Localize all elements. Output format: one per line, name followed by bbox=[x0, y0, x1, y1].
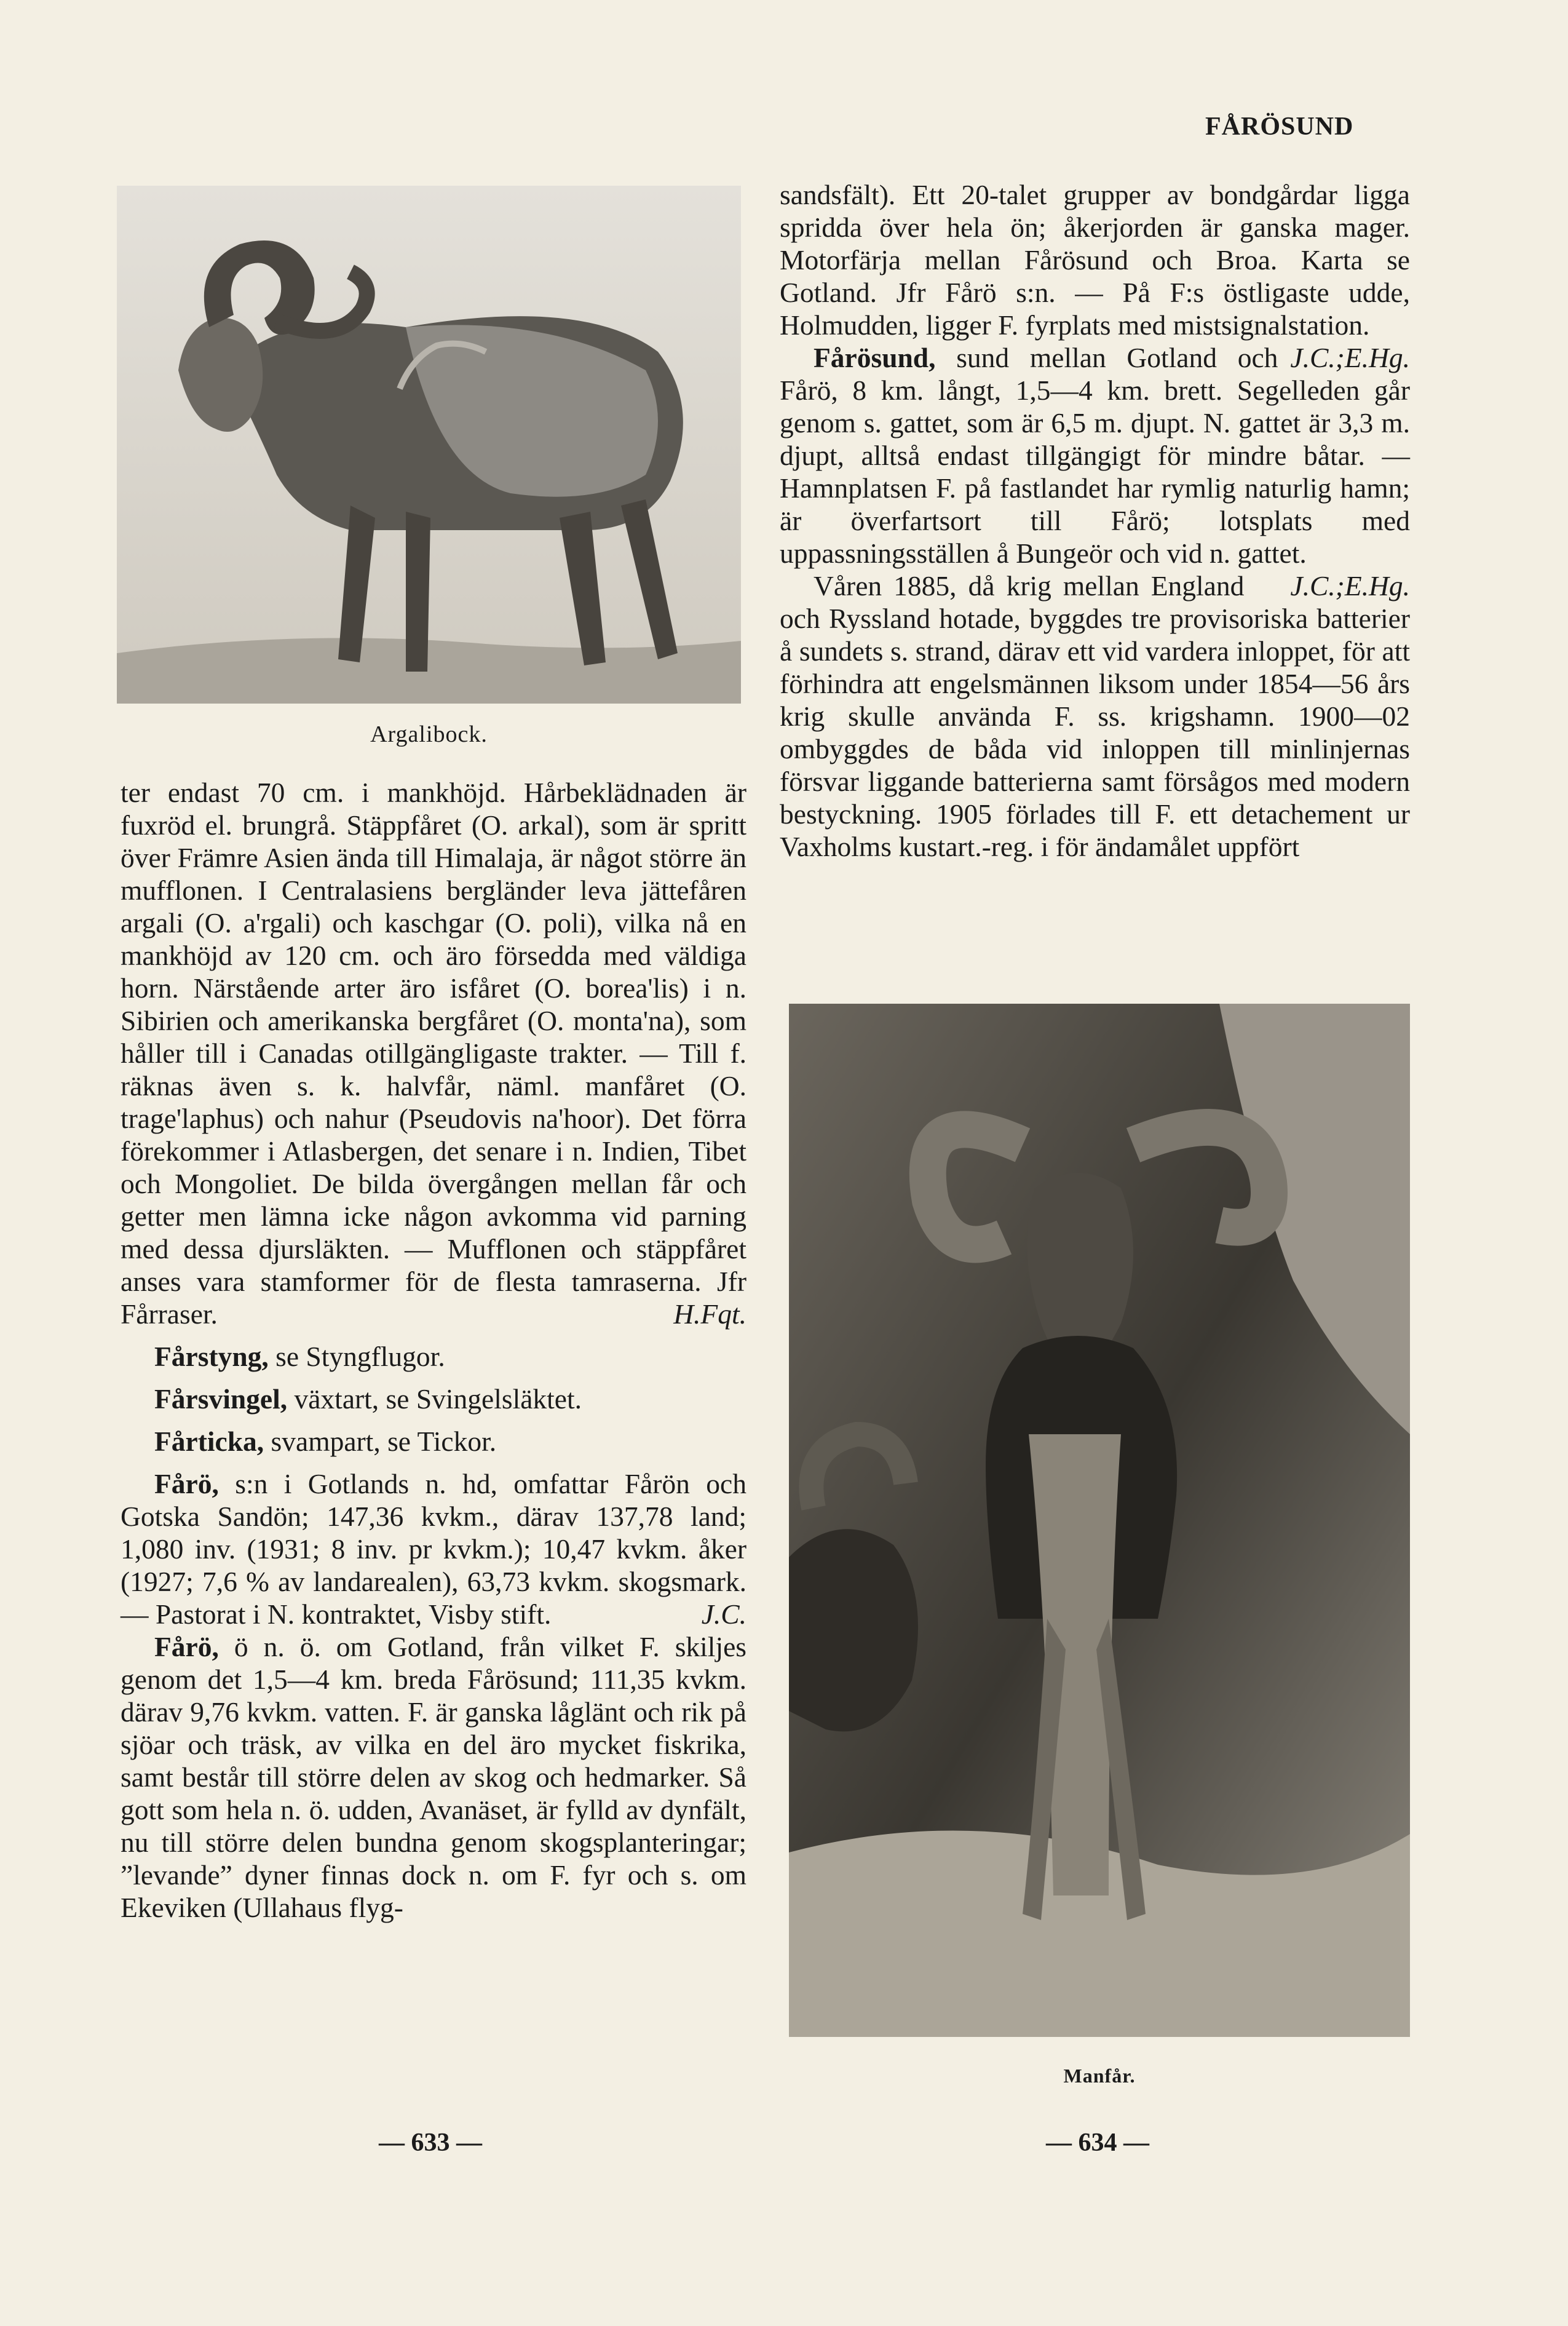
page-number-right: — 634 — bbox=[1046, 2129, 1149, 2157]
argali-photo bbox=[117, 186, 741, 704]
running-head: FÅRÖSUND bbox=[1205, 113, 1354, 141]
paragraph-sheep-species: ter endast 70 cm. i mankhöjd. Hårbeklädnaden är fuxröd el. brungrå. Stäppfåret (O. arkal), som är spritt över Främre Asien ända till Himalaja, är något större än mufflonen. I Centralasiens bergländer leva jättefåren argali (O. a'rgali) och kaschgar (O. poli), vilka nå en mankhöjd av 120 cm. och äro försedda med väldiga horn. Närstående arter äro isfåret (O. borea'lis) i n. Sibirien och amerikanska bergfåret (O. monta'na), som håller till i Canadas otillgängligaste trakter. — Till f. räknas även s. k. halvfår, näml. manfåret (O. trage'laphus) och nahur (Pseudovis na'hoor). Det förra förekommer i Atlasbergen, det senare i n. Indien, Tibet och Mongoliet. De bilda övergången mellan får och getter men lämna icke någon avkomma vid parning med dessa djursläkten. — Mufflonen och stäppfåret anses vara stamformer för de flesta tamraserna. Jfr Fårraser. H.Fqt. bbox=[121, 777, 746, 1330]
signature: J.C.;E.Hg. bbox=[1290, 570, 1410, 601]
manfar-caption: Manfår. bbox=[1063, 2065, 1136, 2087]
entry-farosund: Fårösund, sund mellan Gotland och Fårö, 8 km. långt, 1,5—4 km. brett. Segelleden går genom s. gattet, som är 6,5 m. djupt. N. gattet är 3,3 m. djupt, alltså endast tillgängigt för mindre båtar. — Hamnplatsen F. på fastlandet har rymlig naturlig hamn; är överfartsort till Fårö; lotsplats med uppassningsställen å Bungeör och vid n. gattet. J.C.;E.Hg. bbox=[780, 342, 1410, 601]
paragraph-batteries: Våren 1885, då krig mellan England och Ryssland hotade, byggdes tre provisoriska batterier å sundets s. strand, därav ett vid vardera inloppet, för att förhindra att engelsmännen liksom under 1854—56 års krig skulle använda F. ss. krigshamn. 1900—02 ombyggdes de båda vid inloppen till minlinjernas försvar liggande batterierna samt försågos med modern bestyckning. 1905 förlades till F. ett detachement ur Vaxholms kustart.-reg. i för ändamålet uppfört bbox=[780, 570, 1410, 862]
manfar-photo bbox=[789, 1004, 1410, 2037]
entry-farsvingel: Fårsvingel, växtart, se Svingelsläktet. bbox=[154, 1383, 582, 1415]
signature: J.C.;E.Hg. bbox=[1290, 342, 1410, 373]
entry-faro-parish: Fårö, s:n i Gotlands n. hd, omfattar Fårön och Gotska Sandön; 147,36 kvkm., därav 137,78 land; 1,080 inv. (1931; 8 inv. pr kvkm.); 10,47 kvkm. åker (1927; 7,6 % av landarealen), 63,73 kvkm. skogsmark. — Pastorat i N. kontraktet, Visby stift. J.C. bbox=[121, 1468, 746, 1630]
entry-farticka: Fårticka, svampart, se Tickor. bbox=[154, 1426, 497, 1457]
argali-caption: Argalibock. bbox=[370, 721, 488, 747]
signature: H.Fqt. bbox=[673, 1298, 746, 1330]
page-number-left: — 633 — bbox=[379, 2129, 482, 2157]
argali-illustration bbox=[117, 186, 741, 704]
signature: J.C. bbox=[701, 1598, 746, 1630]
entry-faro-island: Fårö, ö n. ö. om Gotland, från vilket F. skiljes genom det 1,5—4 km. breda Fårösund; 111,35 kvkm. därav 9,76 kvkm. vatten. F. är ganska låglänt och rik på sjöar och träsk, av vilka en del äro mycket fiskrika, samt består till större delen av skog och hedmarker. Så gott som hela n. ö. udden, Avanäset, är fylld av dynfält, nu till större delen bundna genom skogsplanteringar; ”levande” dyner finnas dock n. om F. fyr och s. om Ekeviken (Ullahaus flyg- bbox=[121, 1631, 746, 1923]
entry-farstyng: Fårstyng, se Styngflugor. bbox=[154, 1341, 445, 1372]
paragraph-faro-continued: sandsfält). Ett 20-talet grupper av bondgårdar ligga spridda över hela ön; åkerjorden är ganska mager. Motorfärja mellan Fårösund och Broa. Karta se Gotland. Jfr Fårö s:n. — På F:s östligaste udde, Holmudden, ligger F. fyrplats med mistsignalstation. J.C.;E.Hg. bbox=[780, 179, 1410, 373]
left-column bbox=[121, 776, 746, 1924]
manfar-illustration bbox=[789, 1004, 1410, 2037]
right-column bbox=[780, 178, 1410, 863]
